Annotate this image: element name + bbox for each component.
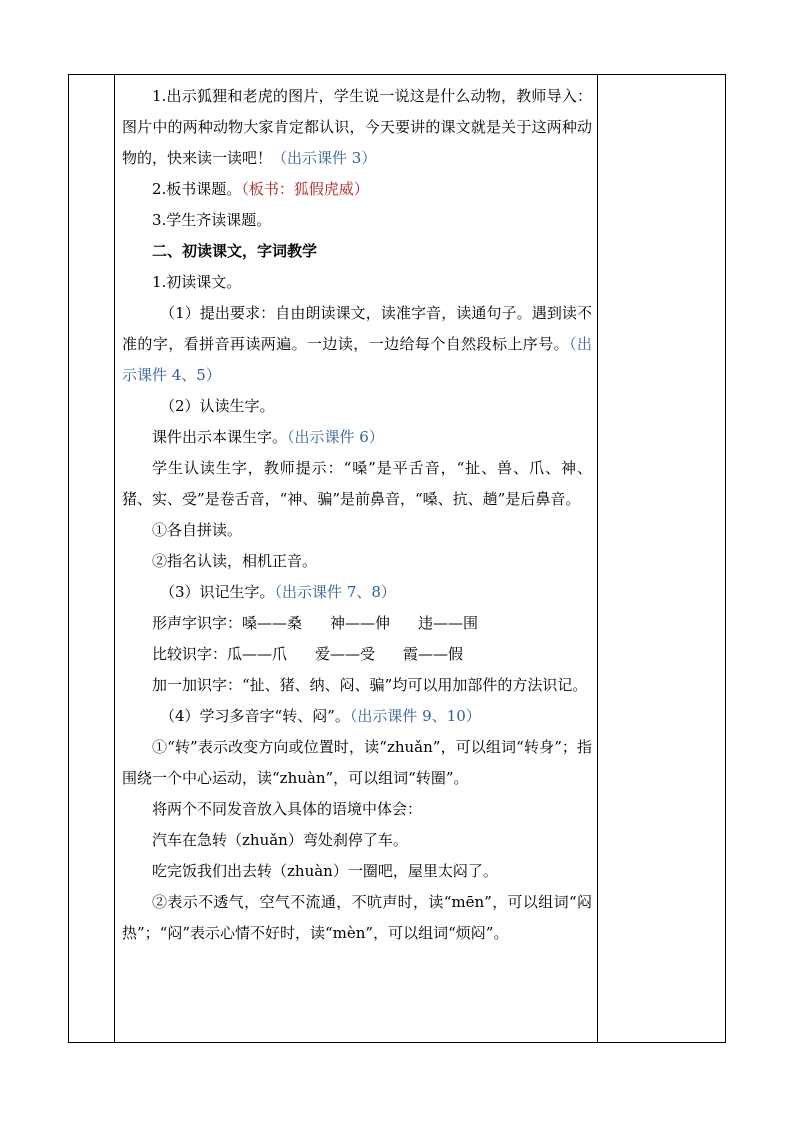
step-memorize-chars: （3）识记生字。（出示课件 7、8） — [160, 583, 396, 601]
courseware-tag: （出示课件 3） — [272, 149, 377, 167]
lesson-content — [122, 81, 592, 949]
step-read-title: 3.学生齐读课题。 — [152, 211, 272, 229]
courseware-tag: （出示课件 6） — [287, 428, 384, 446]
phonetic-compound-row: 形声字识字：嗓——桑 神——伸 违——围 — [152, 614, 479, 632]
context-intro: 将两个不同发音放入具体的语境中体会： — [152, 800, 423, 818]
step-show-chars: 课件出示本课生字。（出示课件 6） — [152, 428, 384, 446]
step-board-title: 2.板书课题。（板书：狐假虎威） — [152, 180, 369, 198]
example-sentence-1: 汽车在急转（zhuǎn）弯处刹停了车。 — [152, 831, 408, 849]
polyphone-zhuan: ①“转”表示改变方向或位置时，读“zhuǎn”，可以组词“转身”；指围绕一个中心运动，读“zhuàn”，可以组词“转圈”。 — [122, 738, 592, 787]
step-correct-pronunciation: ②指名认读，相机正音。 — [152, 552, 318, 570]
step-add-component: 加一加识字：“扯、猪、纳、闷、骗”均可以用加部件的方法识记。 — [152, 676, 588, 694]
step-show-pictures: 1.出示狐狸和老虎的图片，学生说一说这是什么动物，教师导入：图片中的两种动物大家肯定都认识，今天要讲的课文就是关于这两种动物的，快来读一读吧！（出示课件 3） — [122, 87, 592, 167]
polyphone-men: ②表示不透气，空气不流通，不吭声时，读“mēn”，可以组词“闷热”；“闷”表示心情不好时，读“mèn”，可以组词“烦闷”。 — [122, 893, 592, 942]
column-divider-right — [597, 75, 598, 1042]
compare-chars-row: 比较识字：瓜——爪 爱——受 霞——假 — [152, 645, 464, 663]
step-recognize-chars: （2）认读生字。 — [160, 397, 275, 415]
courseware-tag: （出示课件 7、8） — [274, 583, 396, 601]
courseware-tag: （出示课件 9、10） — [349, 707, 481, 725]
step-polyphones: （4）学习多音字“转、闷”。（出示课件 9、10） — [160, 707, 481, 725]
lesson-table — [68, 74, 726, 1043]
step-first-read: 1.初读课文。 — [152, 273, 242, 291]
step-pronunciation-hint: 学生认读生字，教师提示：“嗓”是平舌音，“扯、兽、爪、神、猪、实、受”是卷舌音，“神、骗”是前鼻音，“嗓、抗、趟”是后鼻音。 — [122, 459, 592, 508]
example-sentence-2: 吃完饭我们出去转（zhuàn）一圈吧，屋里太闷了。 — [152, 862, 498, 880]
board-note: （板书：狐假虎威） — [241, 180, 369, 198]
step-self-spell: ①各自拼读。 — [152, 521, 243, 539]
step-requirements: （1）提出要求：自由朗读课文，读准字音，读通句子。遇到读不准的字，看拼音再读两遍。一边读，一边给每个自然段标上序号。（出示课件 4、5） — [122, 304, 592, 384]
section-heading: 二、初读课文，字词教学 — [152, 242, 318, 260]
courseware-tag: （出示课件 4、5） — [122, 335, 592, 384]
column-divider-left — [114, 75, 115, 1042]
